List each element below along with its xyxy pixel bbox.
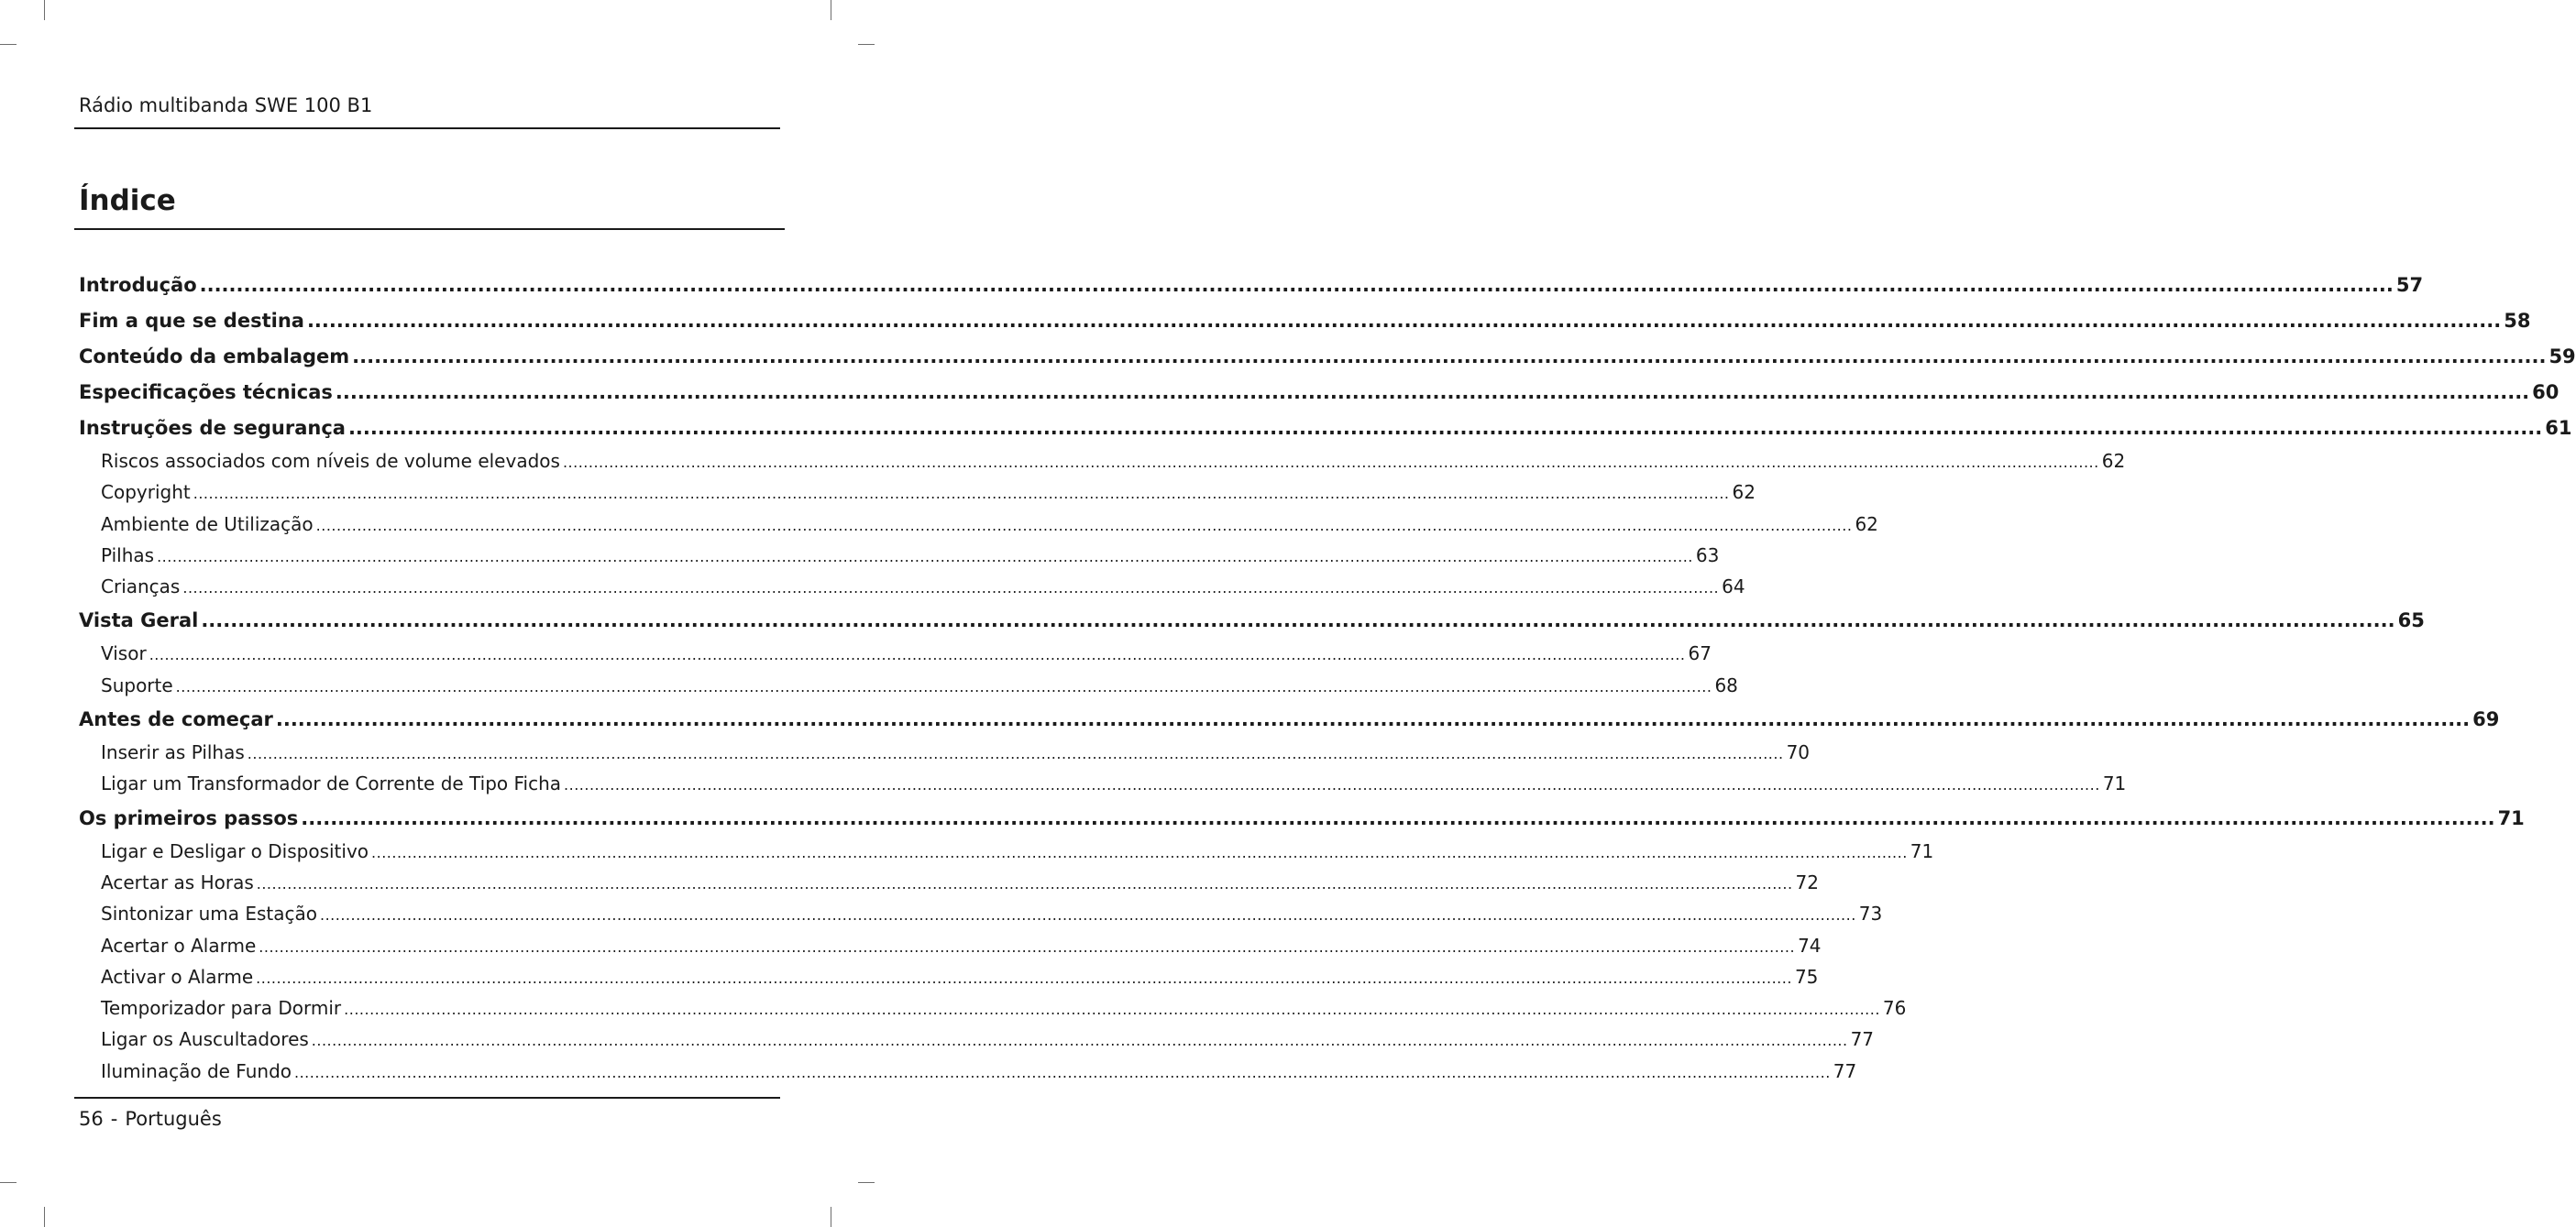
toc-entry-page: 77 [1850, 1028, 1875, 1051]
toc-entry-page: 68 [1714, 674, 1738, 696]
toc-entry-page: 71 [2102, 772, 2127, 795]
toc-entry-section [79, 1057, 1857, 1089]
running-header: Rádio multibanda SWE 100 B1 [79, 94, 373, 116]
crop-mark-top-left [44, 0, 45, 20]
toc-entry-label: Os primeiros passos [79, 806, 299, 829]
toc-entry-page: 62 [2101, 450, 2126, 472]
toc-entry-label: Acertar o Alarme [101, 934, 257, 957]
header-rule [74, 127, 780, 129]
toc-entry-page: 76 [1882, 997, 1907, 1020]
toc-entry-label: Introdução [79, 274, 197, 296]
toc-entry-label: Inserir as Pilhas [101, 741, 245, 764]
toc-entry-label: Pilhas [101, 543, 155, 566]
toc-dot-leader: ............................................................................................................................................................................................................................................................................................................ [347, 417, 2543, 439]
toc-entry-page: 62 [1732, 481, 1756, 504]
toc-entry-section [79, 573, 1745, 604]
toc-entry-section [79, 478, 1756, 509]
toc-entry-chapter [79, 604, 2425, 640]
page-footer [79, 1106, 222, 1132]
toc-entry-page: 62 [1855, 512, 1878, 535]
toc-dot-leader: ............................................................................................................................................................................................................................................................................................................ [311, 1032, 1848, 1050]
toc-entry-label: Fim a que se destina [79, 310, 304, 332]
toc-entry-section [79, 640, 1712, 671]
toc-entry-chapter [79, 802, 2525, 838]
toc-entry-page: 73 [1858, 903, 1883, 926]
toc-entry-page: 67 [1688, 642, 1712, 665]
toc-entry-label: Activar o Alarme [101, 965, 254, 988]
table-of-contents [79, 268, 2576, 1089]
page-number: 56 [79, 1108, 104, 1130]
toc-entry-page: 71 [1910, 839, 1934, 862]
toc-entry-section [79, 838, 1934, 869]
toc-dot-leader: ............................................................................................................................................................................................................................................................................................................ [149, 646, 1686, 664]
toc-entry-label: Crianças [101, 575, 181, 598]
toc-entry-page: 72 [1795, 871, 1819, 893]
toc-entry-section [79, 510, 1878, 542]
toc-dot-leader: ............................................................................................................................................................................................................................................................................................................ [201, 609, 2395, 632]
toc-dot-leader: ............................................................................................................................................................................................................................................................................................................ [320, 906, 1856, 925]
toc-entry-page: 70 [1786, 741, 1811, 764]
toc-entry-chapter [79, 340, 2576, 376]
toc-entry-section [79, 900, 1883, 931]
toc-entry-section [79, 770, 2127, 801]
toc-entry-label: Visor [101, 642, 147, 665]
footer-rule [74, 1097, 780, 1099]
toc-dot-leader: ............................................................................................................................................................................................................................................................................................................ [315, 516, 1853, 534]
toc-dot-leader: ............................................................................................................................................................................................................................................................................................................ [275, 708, 2471, 731]
toc-entry-section [79, 869, 1819, 900]
toc-entry-page: 77 [1833, 1059, 1857, 1082]
toc-entry-label: Especificações técnicas [79, 381, 333, 403]
footer-separator: - [110, 1108, 118, 1130]
toc-dot-leader: ............................................................................................................................................................................................................................................................................................................ [256, 969, 1792, 987]
toc-entry-section [79, 447, 2126, 478]
toc-dot-leader: ............................................................................................................................................................................................................................................................................................................ [301, 806, 2495, 829]
toc-dot-leader: ............................................................................................................................................................................................................................................................................................................ [193, 485, 1730, 503]
toc-entry-chapter [79, 376, 2559, 411]
crop-mark-top-left-h [0, 44, 17, 45]
toc-entry-page: 60 [2532, 381, 2559, 403]
toc-entry-label: Acertar as Horas [101, 871, 254, 893]
toc-entry-page: 71 [2497, 806, 2525, 829]
footer-language: Português [125, 1108, 222, 1130]
toc-dot-leader: ............................................................................................................................................................................................................................................................................................................ [344, 1001, 1880, 1019]
toc-dot-leader: ............................................................................................................................................................................................................................................................................................................ [175, 677, 1712, 696]
toc-entry-section [79, 994, 1907, 1025]
toc-entry-page: 74 [1798, 934, 1822, 957]
toc-entry-page: 57 [2395, 274, 2424, 296]
page-title: Índice [79, 184, 176, 217]
toc-entry-page: 63 [1695, 543, 1720, 566]
toc-entry-label: Conteúdo da embalagem [79, 345, 350, 367]
toc-entry-page: 61 [2545, 417, 2572, 439]
toc-entry-label: Ligar e Desligar o Dispositivo [101, 839, 369, 862]
toc-entry-page: 65 [2397, 609, 2425, 632]
toc-dot-leader: ............................................................................................................................................................................................................................................................................................................ [335, 381, 2530, 403]
toc-entry-page: 58 [2504, 310, 2531, 332]
toc-entry-label: Sintonizar uma Estação [101, 903, 317, 926]
toc-entry-section [79, 672, 1738, 703]
crop-mark-top-right-h [858, 44, 875, 45]
toc-entry-label: Vista Geral [79, 609, 199, 632]
toc-dot-leader: ............................................................................................................................................................................................................................................................................................................ [352, 345, 2547, 367]
toc-dot-leader: ............................................................................................................................................................................................................................................................................................................ [562, 454, 2099, 471]
toc-entry-section [79, 739, 1811, 770]
toc-entry-page: 69 [2472, 708, 2500, 731]
toc-dot-leader: ............................................................................................................................................................................................................................................................................................................ [256, 874, 1793, 893]
toc-entry-label: Ligar os Auscultadores [101, 1028, 309, 1051]
toc-entry-label: Temporizador para Dormir [101, 997, 342, 1020]
toc-entry-chapter [79, 304, 2531, 340]
toc-entry-label: Instruções de segurança [79, 417, 346, 439]
toc-dot-leader: ............................................................................................................................................................................................................................................................................................................ [182, 579, 1720, 597]
toc-entry-page: 64 [1722, 575, 1745, 598]
toc-entry-label: Riscos associados com níveis de volume elevados [101, 450, 560, 472]
toc-entry-section [79, 963, 1819, 994]
toc-dot-leader: ............................................................................................................................................................................................................................................................................................................ [306, 310, 2502, 332]
toc-entry-label: Suporte [101, 674, 173, 696]
toc-entry-section [79, 542, 1720, 573]
crop-mark-bottom-right-h [858, 1182, 875, 1183]
toc-entry-section [79, 1025, 1875, 1057]
toc-entry-page: 59 [2548, 345, 2576, 367]
toc-dot-leader: ............................................................................................................................................................................................................................................................................................................ [259, 937, 1796, 956]
toc-entry-page: 75 [1794, 965, 1819, 988]
toc-entry-chapter [79, 268, 2424, 304]
toc-dot-leader: ............................................................................................................................................................................................................................................................................................................ [564, 776, 2100, 794]
toc-entry-label: Copyright [101, 481, 191, 504]
toc-entry-section [79, 932, 1822, 963]
toc-dot-leader: ............................................................................................................................................................................................................................................................................................................ [371, 843, 1908, 861]
toc-entry-label: Iluminação de Fundo [101, 1059, 292, 1082]
crop-mark-bottom-left [44, 1207, 45, 1227]
toc-dot-leader: ............................................................................................................................................................................................................................................................................................................ [294, 1063, 1831, 1081]
toc-dot-leader: ............................................................................................................................................................................................................................................................................................................ [247, 745, 1784, 763]
toc-entry-chapter [79, 703, 2500, 739]
toc-dot-leader: ............................................................................................................................................................................................................................................................................................................ [157, 547, 1693, 565]
title-rule [74, 228, 785, 230]
toc-entry-label: Ambiente de Utilização [101, 512, 314, 535]
toc-entry-label: Antes de começar [79, 708, 273, 731]
toc-entry-label: Ligar um Transformador de Corrente de Tipo Ficha [101, 772, 562, 795]
toc-dot-leader: ............................................................................................................................................................................................................................................................................................................ [199, 274, 2394, 296]
toc-entry-chapter [79, 411, 2572, 447]
crop-mark-bottom-left-h [0, 1182, 17, 1183]
